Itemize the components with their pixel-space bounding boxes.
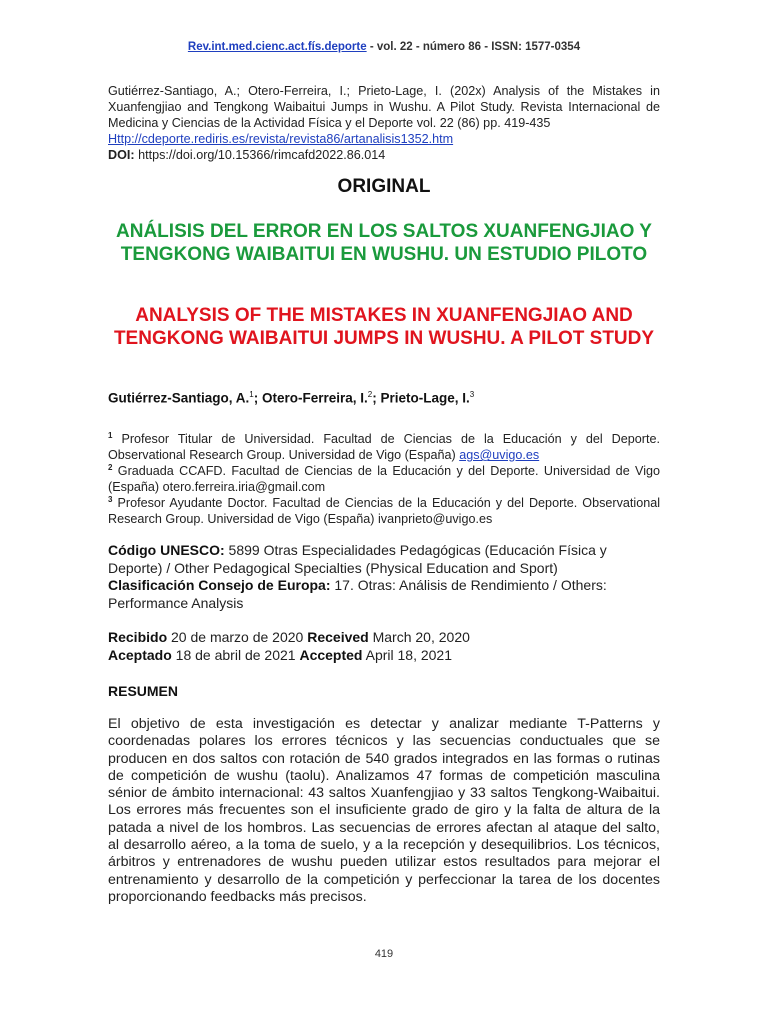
resumen-heading: RESUMEN	[108, 683, 179, 699]
doi-label: DOI:	[108, 148, 135, 162]
unesco-value: 5899 Otras Especialidades Pedagógicas (Educación Física y Deporte) / Other Pedagogical Specialties (Physical Education and Sport)	[108, 542, 607, 576]
citation-block	[108, 83, 660, 163]
title-english: ANALYSIS OF THE MISTAKES IN XUANFENGJIAO AND TENGKONG WAIBAITUI JUMPS IN WUSHU. A PILOT STUDY	[113, 305, 655, 349]
council-europe-label: Clasificación Consejo de Europa:	[108, 577, 331, 593]
accepted-value: April 18, 2021	[362, 647, 452, 663]
received-value: March 20, 2020	[368, 629, 470, 645]
dates-block	[108, 628, 660, 664]
author-3: ; Prieto-Lage, I.	[372, 390, 470, 406]
recibido-label: Recibido	[108, 629, 168, 645]
authors-line	[108, 390, 660, 406]
author-2: ; Otero-Ferreira, I.	[253, 390, 368, 406]
council-europe-value: 17. Otras: Análisis de Rendimiento / Others: Performance Analysis	[108, 577, 607, 611]
affiliation-2-num: 2	[108, 463, 113, 472]
received-label: Received	[307, 629, 369, 645]
affiliation-3	[108, 492, 660, 527]
citation-text: Gutiérrez-Santiago, A.; Otero-Ferreira, I.; Prieto-Lage, I. (202x) Analysis of the Mistakes in Xuanfengjiao and Tengkong Waibaitui Jumps in Wushu. A Pilot Study. Revista Internacional de Medicina y Ciencias de la Actividad Física y el Deporte vol. 22 (86) pp. 419-435	[108, 84, 660, 130]
journal-issue-info: - vol. 22 - número 86 - ISSN: 1577-0354	[366, 41, 581, 53]
affiliation-1	[108, 428, 660, 463]
journal-link[interactable]: Rev.int.med.cienc.act.fís.deporte	[187, 41, 367, 53]
journal-header	[0, 41, 768, 53]
affiliation-1-num: 1	[108, 431, 113, 440]
affiliation-1-text: Profesor Titular de Universidad. Facultad de Ciencias de la Educación y del Deporte. Observational Research Group. Universidad de Vigo (España)	[108, 432, 660, 463]
accepted-label: Accepted	[299, 647, 363, 663]
article-url-link[interactable]: Http://cdeporte.rediris.es/revista/revista86/artanalisis1352.htm	[108, 132, 454, 146]
title-spanish: ANÁLISIS DEL ERROR EN LOS SALTOS XUANFENGJIAO Y TENGKONG WAIBAITUI EN WUSHU. UN ESTUDIO PILOTO	[116, 221, 652, 265]
author-3-sup: 3	[469, 390, 475, 399]
author-2-sup: 2	[367, 390, 373, 399]
recibido-value: 20 de marzo de 2020	[167, 629, 308, 645]
affiliation-3-text: Profesor Ayudante Doctor. Facultad de Ciencias de la Educación y del Deporte. Observational Research Group. Universidad de Vigo (España) ivanprieto@uvigo.es	[108, 496, 660, 527]
aceptado-label: Aceptado	[108, 647, 172, 663]
author-1: Gutiérrez-Santiago, A.	[108, 390, 250, 406]
section-label: ORIGINAL	[337, 176, 431, 197]
unesco-label: Código UNESCO:	[108, 542, 225, 558]
abstract-text: El objetivo de esta investigación es detectar y analizar mediante T-Patterns y coordenadas polares los errores técnicos y las secuencias conductuales que se producen en dos saltos con rotación de 540 grados integrados en las formas o rutinas de competición de wushu (taolu). Analizamos 47 formas de competición masculina sénior de ámbito internacional: 43 saltos Xuanfengjiao y 33 saltos Tengkong-Waibaitui. Los errores más frecuentes son el insuficiente grado de giro y la falta de altura de la patada a nivel de los hombros. Las secuencias de errores afectan al ataque del salto, al desarrollo aéreo, a la toma de suelo, y a la recepción y desequilibrios. Los técnicos, árbitros y entrenadores de wushu pueden utilizar estos resultados para mejorar el entrenamiento y desarrollo de la competición y perfeccionar la tarea de los docentes proporcionando feedbacks más precisos.	[108, 716, 660, 905]
author-1-sup: 1	[249, 390, 254, 399]
doi-value: https://doi.org/10.15366/rimcafd2022.86.014	[134, 148, 386, 162]
aceptado-value: 18 de abril de 2021	[171, 647, 300, 663]
classification-codes	[108, 542, 660, 612]
page-number: 419	[374, 948, 394, 960]
affiliation-2-text: Graduada CCAFD. Facultad de Ciencias de la Educación y del Deporte. Universidad de Vigo (España) otero.ferreira.iria@gmail.com	[108, 464, 660, 495]
affiliation-3-num: 3	[108, 495, 113, 504]
affiliation-1-email-link[interactable]: ags@uvigo.es	[459, 448, 540, 463]
affiliation-2	[108, 460, 660, 495]
